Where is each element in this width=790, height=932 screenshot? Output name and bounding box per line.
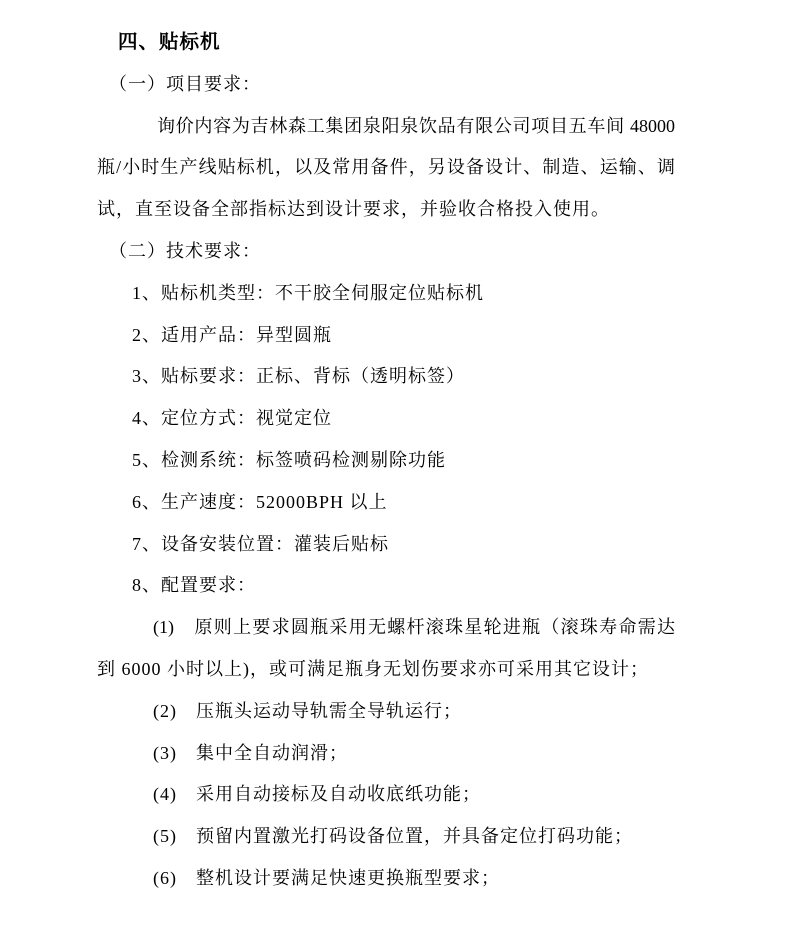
tech-item-install-position: 7、设备安装位置：灌装后贴标 (132, 533, 389, 554)
tech-item-production-speed: 6、生产速度：52000BPH 以上 (132, 491, 388, 512)
project-paragraph-line: 试，直至设备全部指标达到设计要求，并验收合格投入使用。 (97, 199, 610, 220)
config-requirement-line: 到 6000 小时以上)，或可满足瓶身无划伤要求亦可采用其它设计； (97, 658, 649, 679)
project-requirements-title: （一）项目要求： (109, 73, 261, 94)
tech-item-positioning-method: 4、定位方式：视觉定位 (132, 408, 332, 429)
tech-item-configuration: 8、配置要求： (132, 575, 256, 596)
config-requirement-line: (5) 预留内置激光打码设备位置，并具备定位打码功能； (153, 826, 633, 847)
tech-item-detection-system: 5、检测系统：标签喷码检测剔除功能 (132, 449, 446, 470)
tech-item-labeler-type: 1、贴标机类型：不干胶全伺服定位贴标机 (132, 282, 484, 303)
config-requirement-line: (6) 整机设计要满足快速更换瓶型要求； (153, 867, 500, 888)
tech-item-labeling-requirement: 3、贴标要求：正标、背标（透明标签） (132, 366, 465, 387)
document-content (97, 0, 675, 900)
config-requirement-line: (4) 采用自动接标及自动收底纸功能； (153, 784, 481, 805)
config-requirement-line: (1) 原则上要求圆瓶采用无螺杆滚珠星轮进瓶（滚珠寿命需达 (153, 617, 675, 638)
project-paragraph-line: 询价内容为吉林森工集团泉阳泉饮品有限公司项目五车间 48000 (157, 115, 675, 136)
tech-item-applicable-product: 2、适用产品：异型圆瓶 (132, 324, 332, 345)
config-requirement-line: (2) 压瓶头运动导轨需全导轨运行； (153, 700, 462, 721)
project-paragraph-line: 瓶/小时生产线贴标机，以及常用备件，另设备设计、制造、运输、调 (97, 157, 675, 178)
section-heading: 四、贴标机 (118, 32, 221, 53)
config-requirement-line: (3) 集中全自动润滑； (153, 742, 348, 763)
technical-requirements-title: （二）技术要求： (109, 240, 261, 261)
